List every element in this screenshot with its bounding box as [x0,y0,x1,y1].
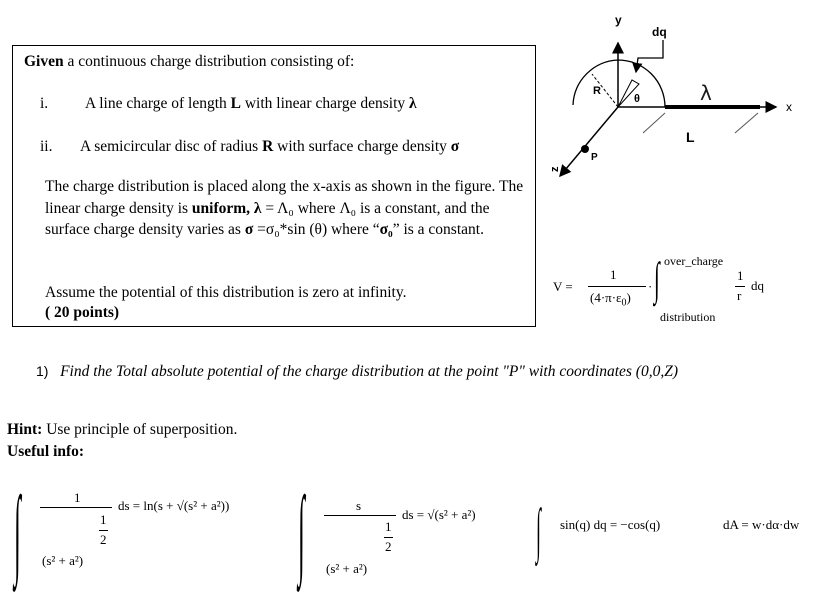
inner-numerator: 1 [737,268,744,283]
dq: dq [751,278,764,293]
den-sub: 0 [621,297,627,309]
item-text: with surface charge density [273,138,451,155]
x-label: x [786,100,792,114]
inner-bar [735,286,745,287]
para-text: = Λ₀ where Λ₀ is a constant, and the surface charge density varies as [45,199,490,239]
point-p [581,145,589,153]
r-label: R [593,85,601,97]
item-marker-2: ii. [40,138,53,155]
intro-bold: Given [24,53,64,70]
inner-denominator: r [737,288,742,303]
fraction-bar [40,507,112,508]
semicircle-disc [573,60,665,107]
v-equals: V = [553,279,573,294]
fraction-denominator [590,290,631,309]
sine-integral: sin(q) dq = −cos(q) [560,517,661,532]
result: ds = √(s² + a²) [402,507,476,522]
hint-label: Hint: [7,421,43,438]
para-sigma: σ [244,221,254,239]
p-label: P [591,152,598,163]
integral-sign: ∫ [14,476,21,587]
intro-line [24,53,354,71]
para-text: ” is a constant. [392,221,484,239]
integral-sign: ∫ [298,476,305,587]
exponent-bar [99,530,108,531]
intro-text: a continuous charge distribution consisting of: [63,53,355,70]
item-symbol: σ [450,138,460,155]
question-text: Find the Total absolute potential of the charge distribution at the point "P" with coordinates (0,0,Z) [60,363,679,380]
result: ds = ln(s + √(s² + a²)) [118,498,230,513]
description-paragraph [45,176,525,241]
z-label: z [549,166,561,172]
item-bold: R [262,138,274,155]
exponent-denominator: 2 [385,539,392,554]
para-text: =σ₀*sin (θ) where “ [253,221,380,239]
fraction-bar [324,515,396,516]
item-1 [85,95,417,113]
dq-label: dq [652,25,667,39]
integral-sign: ∫ [654,253,660,304]
hint-text: Use principle of superposition. [42,421,238,438]
exponent-numerator: 1 [385,519,392,534]
para-text: The charge distribution is placed along the x-axis as shown in the figure. The linear charge density is [45,178,524,217]
points: ( 20 points) [45,304,120,321]
integral-sign: ∫ [536,497,541,563]
den-text: (4·π·ε [590,290,622,305]
fraction-bar [588,286,646,287]
numerator: s [356,498,362,513]
question-number: 1) [36,363,49,379]
exponent-numerator: 1 [100,512,107,527]
dq-pointer [636,40,663,72]
item-text: A semicircular disc of radius [80,138,263,155]
item-bold: L [230,95,241,112]
para-sigma0: σ₀ [379,221,393,239]
charge-figure [540,0,824,200]
useful-info-label: Useful info: [7,443,85,460]
length-label: L [686,129,695,145]
hint [7,421,237,439]
denominator: (s² + a²) [326,561,368,576]
dimension-tick [643,113,665,133]
area-element: dA = w·dα·dw [723,517,800,532]
item-symbol: λ [409,95,417,112]
para-bold: uniform, λ [191,199,262,217]
item-2 [80,138,459,156]
denominator: (s² + a²) [42,553,84,568]
theta-label: θ [634,93,640,105]
item-marker-1: i. [40,95,49,112]
integral-lower: distribution [660,310,716,324]
item-text: A line charge of length [85,95,231,112]
numerator: 1 [74,490,81,505]
integral-upper: over_charge [664,254,724,268]
lambda-label: λ [700,81,712,105]
y-label: y [615,13,622,27]
exponent-bar [384,537,393,538]
dimension-tick [735,113,758,133]
item-text: with linear charge density [240,95,409,112]
den-close: ) [626,290,631,305]
question-1 [36,363,678,381]
fraction-numerator: 1 [610,267,617,282]
assumption: Assume the potential of this distribution is zero at infinity. [45,284,407,301]
z-axis [560,107,618,176]
exponent-denominator: 2 [100,532,107,547]
dot: · [648,279,653,294]
